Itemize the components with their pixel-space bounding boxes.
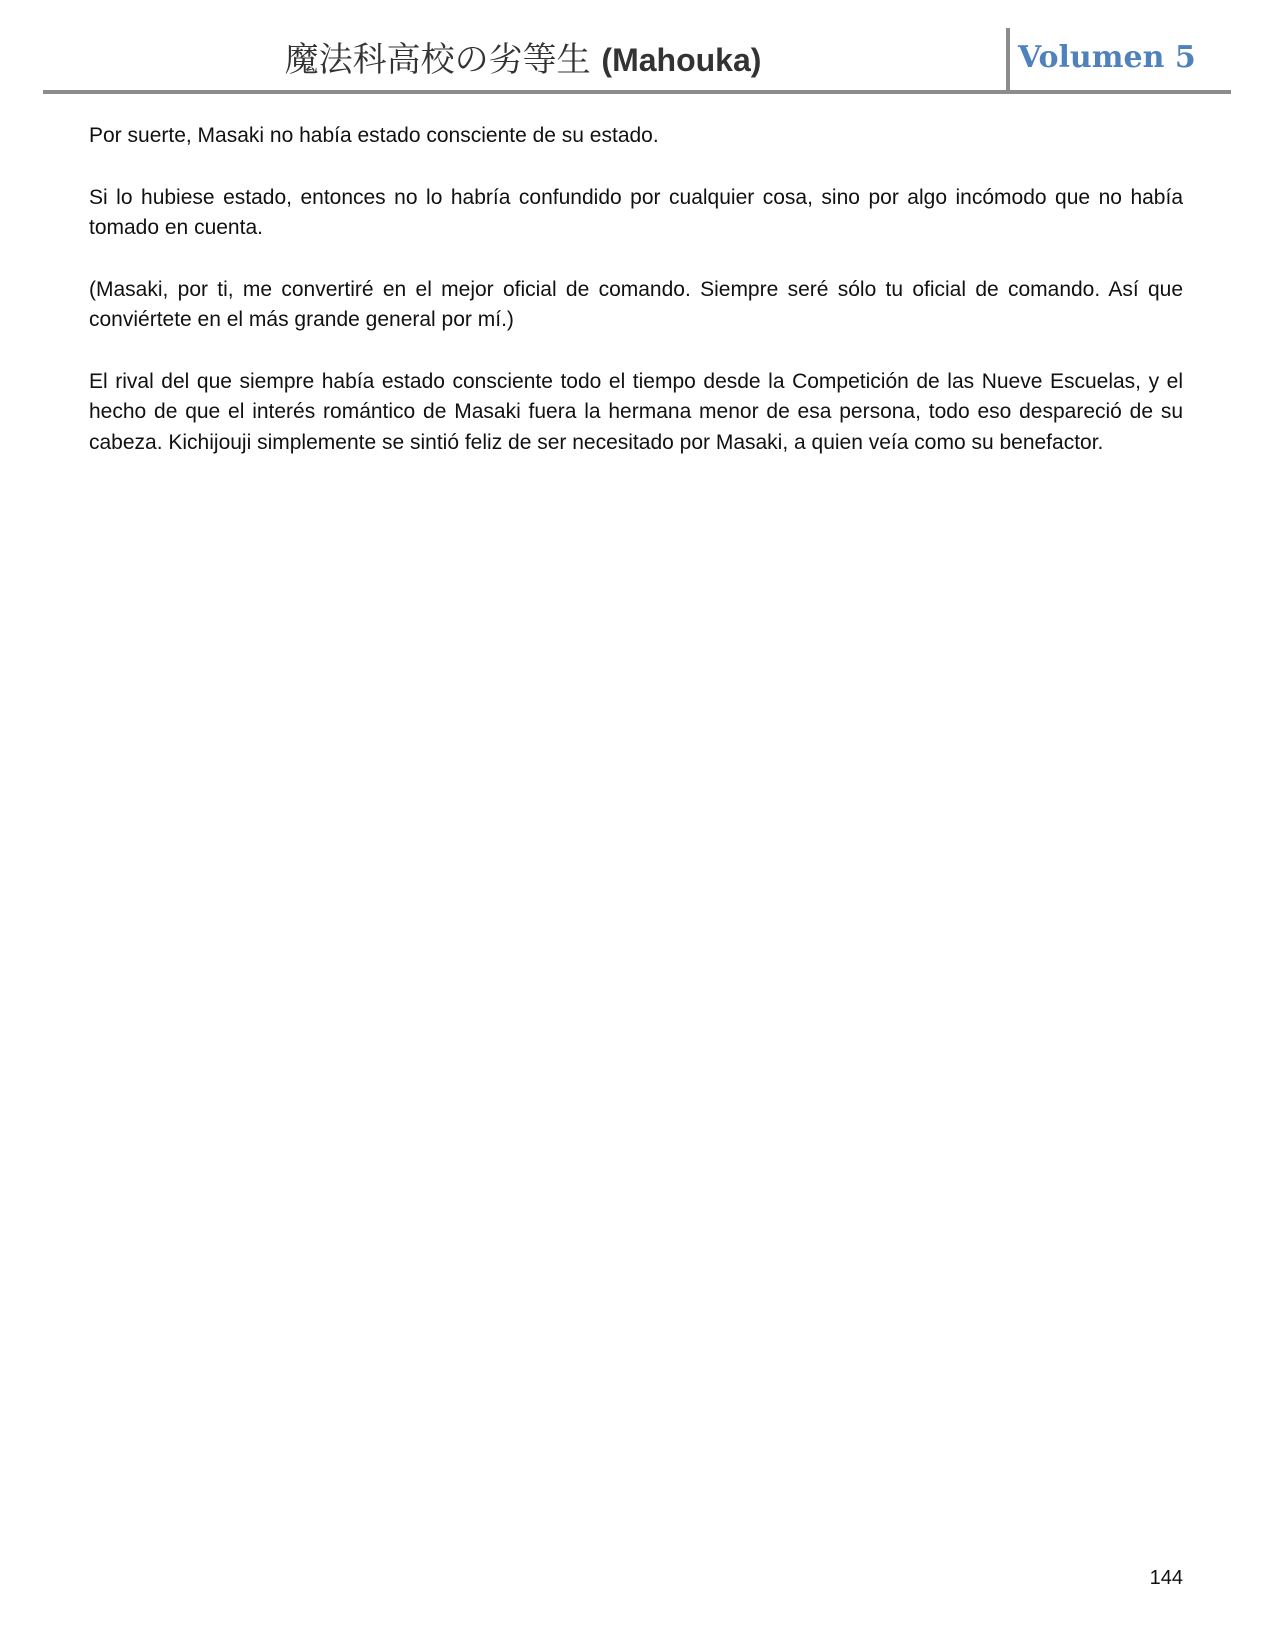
- paragraph-4: El rival del que siempre había estado consciente todo el tiempo desde la Competición de las Nueve Escuelas, y el hecho de que el interés romántico de Masaki fuera la hermana menor de esa persona, todo eso despareció de su cabeza. Kichijouji simplemente se sintió feliz de ser necesitado por Masaki, a quien veía como su benefactor.: [89, 369, 1183, 454]
- book-title-japanese: 魔法科高校の劣等生: [284, 40, 591, 80]
- body-text: [89, 121, 1183, 489]
- paragraph-3: (Masaki, por ti, me convertiré en el mejor oficial de comando. Siempre seré sólo tu oficial de comando. Así que conviértete en el más grande general por mí.): [89, 277, 1183, 331]
- book-title: [43, 38, 1003, 82]
- page-number: 144: [1149, 1567, 1183, 1589]
- paragraph-2: Si lo hubiese estado, entonces no lo habría confundido por cualquier cosa, sino por algo incómodo que no había tomado en cuenta.: [89, 185, 1183, 239]
- header-divider: [1006, 28, 1010, 90]
- page-header: [43, 28, 1231, 90]
- header-rule: [43, 90, 1231, 94]
- paragraph-1: Por suerte, Masaki no había estado consciente de su estado.: [89, 124, 659, 147]
- book-title-latin: (Mahouka): [601, 42, 762, 78]
- volume-label: Volumen 5: [1018, 40, 1196, 75]
